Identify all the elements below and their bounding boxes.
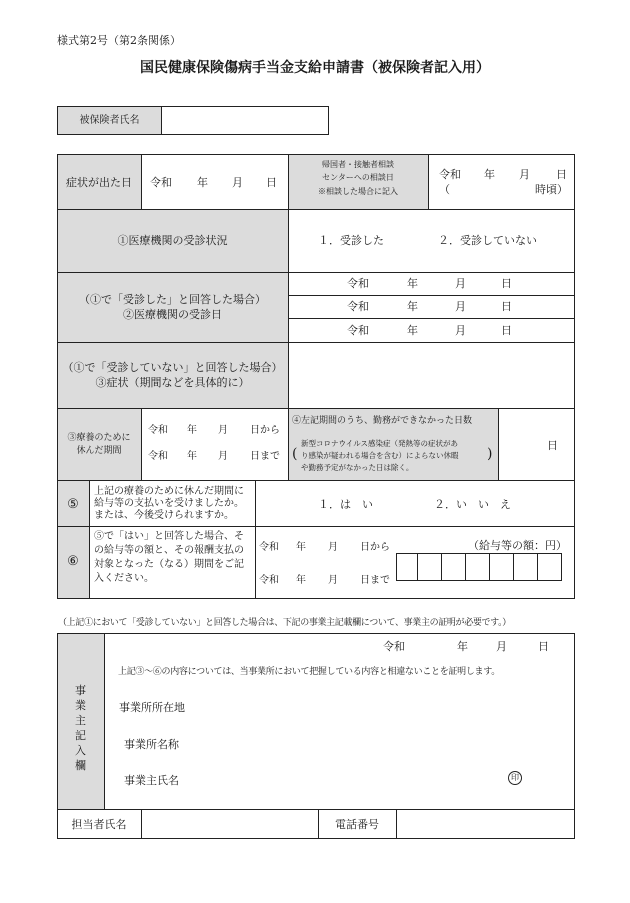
employer-note: （上記①において「受診していない」と回答した場合は、下記の事業主記載欄について、事業主の証明が必要です。） [58,618,511,628]
q1-label: ①医療機関の受診状況 [117,234,228,247]
contact-person-label: 担当者氏名 [71,818,127,831]
q5-question-2: 給与等の支払いを受けましたか。 [94,498,244,509]
q3-label-condition: （①で「受診していない」と回答した場合） [62,361,283,374]
insured-name-label: 被保険者氏名 [79,115,140,126]
symptom-date-label: 症状が出た日 [66,176,132,189]
q3-label: ③症状（期間などを具体的に） [95,376,250,389]
q2-label: ②医療機関の受診日 [123,308,222,321]
q6-question-2: の給与等の額と、その報酬支払の [94,545,244,556]
consult-center-label-2: センターへの相談日 [322,173,394,182]
q5-option-no[interactable]: ２．い い え [434,498,511,511]
q4-days-field[interactable]: 日 [547,439,558,452]
q5-question-1: 上記の療養のために休んだ期間に [94,486,244,497]
q1-option-not-visited[interactable]: ２．受診していない [438,234,537,247]
contact-person-field[interactable] [142,810,317,838]
rest-period-label-1: ③療養のために [67,433,131,443]
owner-name-field[interactable] [200,769,500,791]
q6-from-date[interactable]: 令和 年 月 日から [259,542,390,553]
q6-amount-label: （給与等の額：円） [468,539,567,552]
rest-to-date[interactable]: 令和 年 月 日まで [148,451,280,462]
consult-center-note: ※相談した場合に記入 [318,187,398,196]
office-address-label: 事業所所在地 [119,701,185,714]
q2-visit-date-2[interactable]: 令和 年 月 日 [347,300,512,313]
form-number: 様式第2号（第2条関係） [57,34,181,47]
q5-number: ⑤ [67,497,79,512]
symptom-date-field[interactable]: 令和 年 月 日 [150,176,277,189]
q2-visit-date-1[interactable]: 令和 年 月 日 [347,277,512,290]
employer-certify-statement: 上記③～⑥の内容については、当事業所において把握している内容と相違ないことを証明します。 [118,667,500,677]
q6-to-date[interactable]: 令和 年 月 日まで [259,575,390,586]
page-title: 国民健康保険傷病手当金支給申請書（被保険者記入用） [140,60,490,76]
office-name-field[interactable] [200,733,570,755]
rest-from-date[interactable]: 令和 年 月 日から [148,425,280,436]
employer-date-field[interactable]: 令和 年 月 日 [383,640,549,653]
owner-name-label: 事業主氏名 [124,774,179,787]
q4-note: ( ) 新型コロナウイルス感染症（発熱等の症状があ り感染が疑われる場合を含む）によらない休暇 や勤務予定がなかった日は除く。 [292,439,493,472]
office-address-field[interactable] [200,696,570,718]
q1-option-visited[interactable]: １．受診した [318,234,384,247]
q6-question-3: 対象となった（なる）期間をご記 [94,559,244,570]
office-name-label: 事業所名称 [124,738,179,751]
seal-mark: 印 [508,771,522,785]
employer-section-label: 事 業 主 記 入 欄 [75,684,86,772]
q4-label: ④左記期間のうち、勤務ができなかった日数 [292,416,473,426]
rest-period-label-2: 休んだ期間 [76,446,122,456]
q3-symptom-field[interactable] [289,343,574,407]
q6-question-1: ⑤で「はい」と回答した場合、そ [94,531,244,542]
phone-label: 電話番号 [335,818,379,831]
q5-option-yes[interactable]: １．は い [318,498,373,511]
consult-date-field[interactable]: 令和 年 月 日 （ 時頃） [439,168,568,196]
q6-question-4: 入ください。 [94,573,154,584]
q5-question-3: または、今後受けられますか。 [94,510,234,521]
consult-center-label-1: 帰国者・接触者相談 [322,160,394,169]
insured-name-field[interactable] [161,106,329,135]
q6-number: ⑥ [67,554,79,569]
q2-label-condition: （①で「受診した」と回答した場合） [79,293,266,306]
phone-field[interactable] [397,810,574,838]
q2-visit-date-3[interactable]: 令和 年 月 日 [347,324,512,337]
q6-amount-field[interactable] [396,553,562,581]
